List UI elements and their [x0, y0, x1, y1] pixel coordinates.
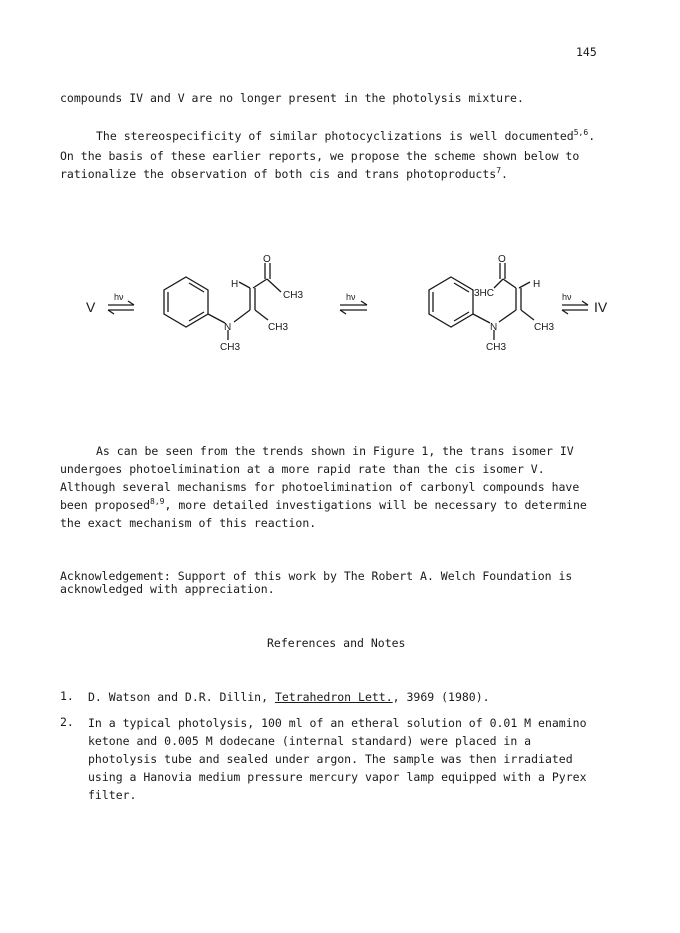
- right-hc3-label: 3HC: [474, 288, 495, 299]
- right-ch3-bottom-label: CH3: [486, 342, 507, 353]
- hv-label-right: hν: [562, 292, 572, 302]
- benzene-ring-right: [429, 277, 473, 327]
- reference-1-journal: Tetrahedron Lett.: [274, 690, 393, 704]
- right-hydrogen-label: H: [533, 279, 541, 290]
- reference-1-number: 1.: [60, 689, 74, 703]
- left-hydrogen-label: H: [231, 279, 239, 290]
- left-ch3-right-label: CH3: [268, 322, 289, 333]
- paragraph-2-line-2: On the basis of these earlier reports, we propose the scheme shown below to: [60, 149, 580, 163]
- hv-label-left: hν: [114, 292, 124, 302]
- reference-1-text: D. Watson and D.R. Dillin, Tetrahedron Lett., 3969 (1980).: [88, 690, 490, 704]
- equilibrium-arrow-right: [562, 301, 588, 314]
- paragraph-3-line-1: As can be seen from the trends shown in Figure 1, the trans isomer IV: [96, 444, 574, 458]
- page-number: 145: [576, 45, 597, 59]
- acknowledgement-line-1: Acknowledgement: Support of this work by The Robert A. Welch Foundation is: [60, 569, 573, 583]
- reference-2-line-3: photolysis tube and sealed under argon. The sample was then irradiated: [88, 752, 573, 766]
- paragraph-2-line-3: rationalize the observation of both cis and trans photoproducts$^7$.: [60, 166, 508, 181]
- reference-2-line-2: ketone and 0.005 M dodecane (internal standard) were placed in a: [88, 734, 532, 748]
- left-nitrogen-label: N: [224, 322, 232, 333]
- acknowledgement-line-2: acknowledged with appreciation.: [60, 582, 275, 596]
- hv-label-middle: hν: [346, 292, 356, 302]
- citation-5-6: 5,6: [573, 128, 589, 137]
- compound-label-v: V: [86, 299, 96, 315]
- right-nitrogen-label: N: [490, 322, 498, 333]
- left-oxygen-label: O: [263, 254, 271, 265]
- right-oxygen-label: O: [498, 254, 506, 265]
- equilibrium-arrow-left: [108, 301, 134, 314]
- left-ch3-bottom-label: CH3: [220, 342, 241, 353]
- reference-2-number: 2.: [60, 715, 74, 729]
- compound-label-iv: IV: [594, 299, 608, 315]
- citation-8-9: 8,9: [150, 497, 165, 506]
- reference-2-line-5: filter.: [88, 788, 137, 802]
- paragraph-3-line-5: the exact mechanism of this reaction.: [60, 516, 317, 530]
- references-heading: References and Notes: [267, 636, 406, 650]
- reaction-scheme: [0, 250, 680, 360]
- right-ch3-right-label: CH3: [534, 322, 555, 333]
- paragraph-1: compounds IV and V are no longer present in the photolysis mixture.: [60, 91, 524, 105]
- equilibrium-arrow-middle: [340, 301, 367, 314]
- reference-2-line-4: using a Hanovia medium pressure mercury vapor lamp equipped with a Pyrex: [88, 770, 587, 784]
- citation-7: 7: [496, 166, 502, 175]
- left-ch3-top-label: CH3: [283, 290, 304, 301]
- paragraph-2-line-1: The stereospecificity of similar photocyclizations is well documented$^{5,6}$.: [96, 128, 596, 143]
- paragraph-3-line-2: undergoes photoelimination at a more rapid rate than the cis isomer V.: [60, 462, 545, 476]
- paragraph-3-line-4: been proposed$^{8,9}$, more detailed investigations will be necessary to determine: [60, 497, 587, 512]
- molecule-right-bonds: [473, 263, 534, 340]
- paragraph-3-line-3: Although several mechanisms for photoelimination of carbonyl compounds have: [60, 480, 580, 494]
- reference-2-line-1: In a typical photolysis, 100 ml of an etheral solution of 0.01 M enamino: [88, 716, 587, 730]
- benzene-ring-left: [164, 277, 208, 327]
